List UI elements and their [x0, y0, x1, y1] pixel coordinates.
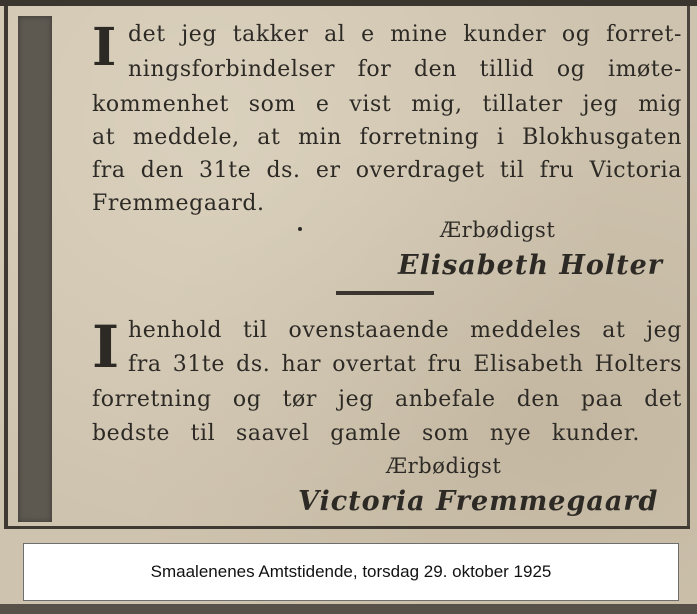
notice2-drop-cap: I	[92, 313, 120, 381]
notice1-line-1: det jeg takker al e mine kunder og forret-	[128, 22, 682, 47]
notice1-line-2: ningsforbindelser for den tillid og imøte-	[128, 57, 682, 82]
notice1-drop-cap: I	[92, 17, 117, 78]
section-divider	[336, 291, 434, 295]
caption-text: Smaalenenes Amtstidende, torsdag 29. oktober 1925	[150, 562, 552, 581]
notice2-line-1: henhold til ovenstaaende meddeles at jeg	[128, 318, 682, 343]
notice2-line-3: forretning og tør jeg anbefale den paa det	[92, 387, 682, 412]
ink-speck	[298, 227, 302, 231]
next-article-edge	[0, 604, 697, 614]
frame-bottom-border	[4, 526, 690, 529]
notice2-line-2: fra 31te ds. har overtat fru Elisabeth Holters	[128, 352, 682, 377]
top-rule	[0, 0, 697, 6]
frame-left-border	[4, 6, 8, 526]
frame-right-border	[687, 6, 690, 526]
notice1-line-4: at meddele, at min forretning i Blokhusgaten	[92, 125, 682, 150]
source-caption	[23, 543, 679, 601]
notice2-closing: Ærbødigst	[386, 454, 502, 478]
notice1-line-6: Fremmegaard.	[92, 191, 265, 216]
decorative-side-bar	[18, 16, 52, 522]
notice1-line-3: kommenhet som e vist mig, tillater jeg mig	[92, 92, 682, 117]
notice2-signature: Victoria Fremmegaard	[298, 486, 659, 517]
notice2-line-4: bedste til saavel gamle som nye kunder.	[92, 421, 640, 446]
notice1-closing: Ærbødigst	[440, 218, 556, 242]
notice1-line-5: fra den 31te ds. er overdraget til fru Victoria	[92, 158, 682, 183]
notice1-signature: Elisabeth Holter	[398, 250, 663, 281]
